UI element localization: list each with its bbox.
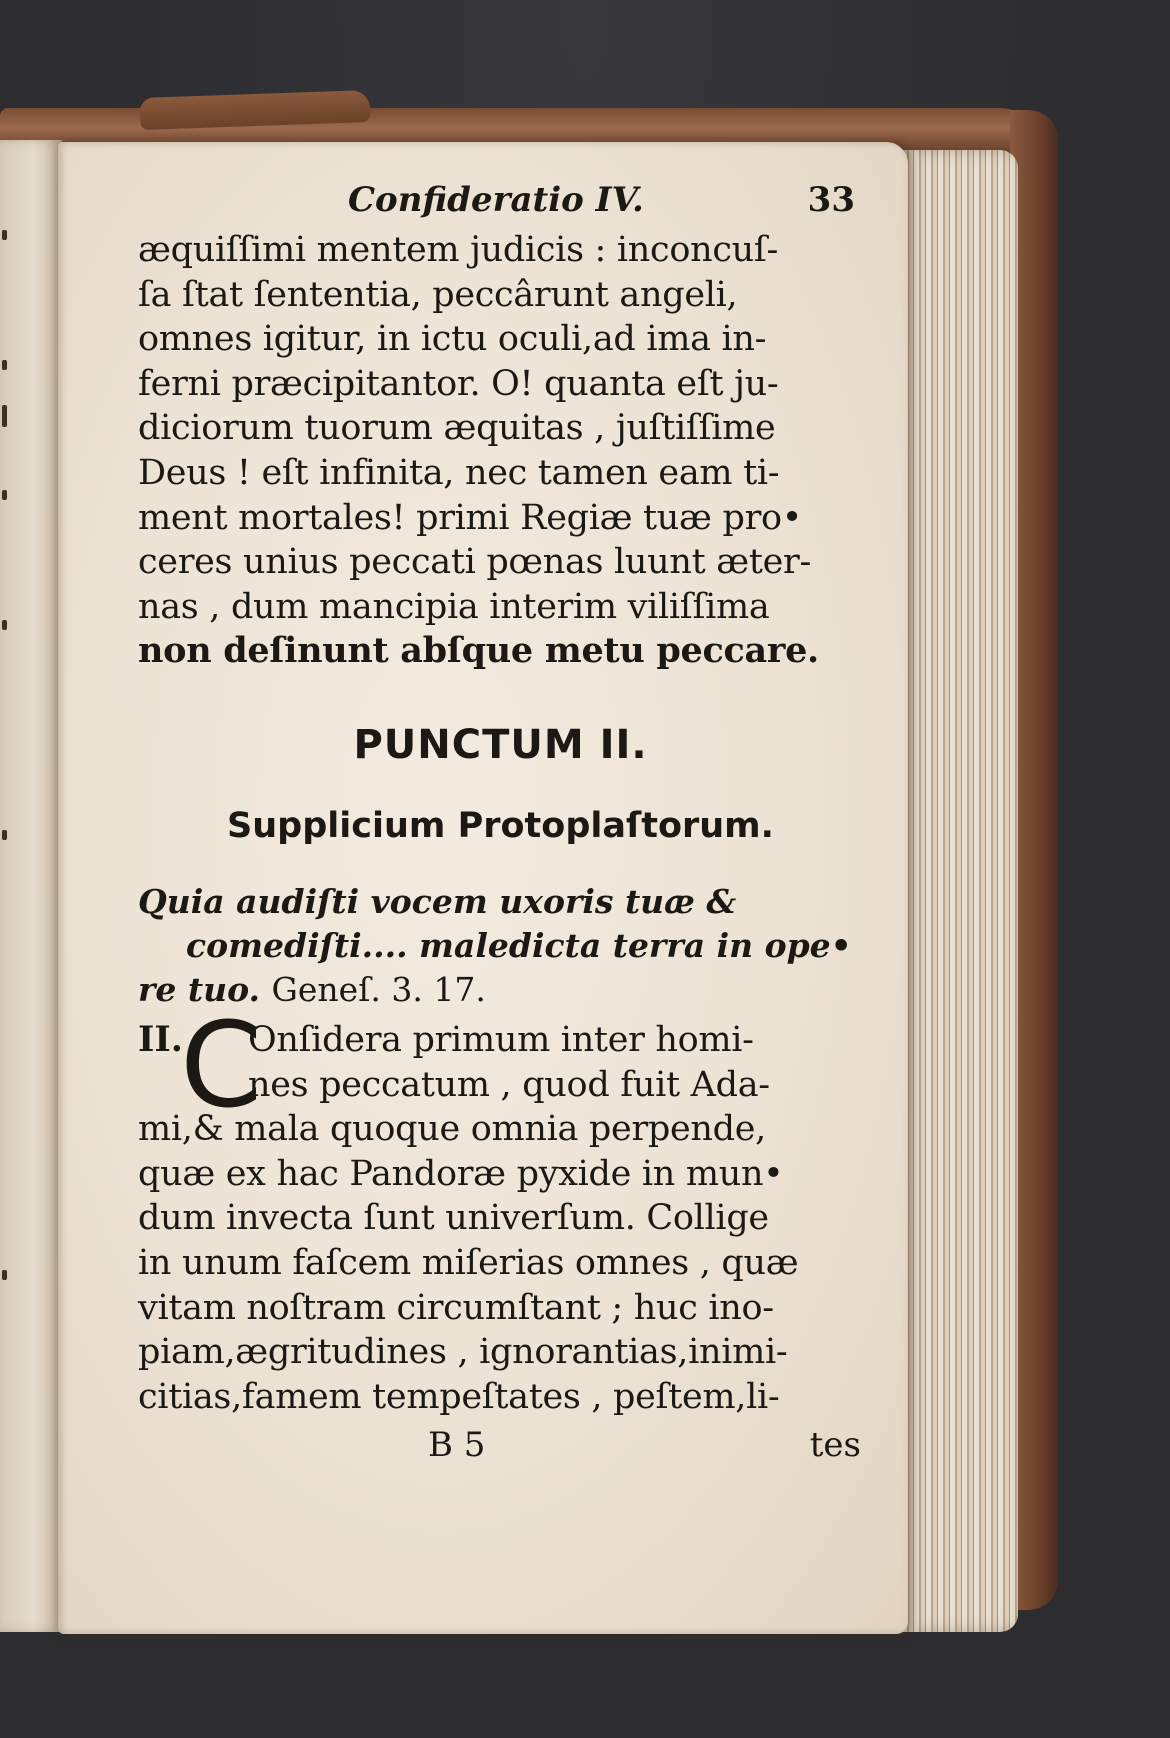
text-line: dum invecta ſunt univerſum. Collige (138, 1198, 769, 1239)
text-line: nas , dum mancipia interim viliſſima (138, 586, 770, 627)
ink-mark (2, 230, 7, 240)
text-line: quæ ex hac Pandoræ pyxide in mun• (138, 1153, 784, 1194)
left-facing-page (0, 140, 62, 1632)
paragraph (138, 995, 863, 1419)
page-edges-stack (890, 150, 1018, 1632)
text-line: Deus ! eſt infinita, nec tamen eam ti- (138, 452, 780, 493)
ink-mark (2, 620, 7, 630)
quote-line: Quia audiſti vocem uxoris tuæ & (138, 881, 737, 921)
text-line: omnes igitur, in ictu oculi,ad ima in- (138, 319, 767, 360)
quote-line: re tuo. (138, 969, 261, 1009)
section-subheading: Supplicium Protoplaſtorum. (227, 805, 774, 846)
section-heading: PUNCTUM II. (353, 721, 648, 768)
ink-mark (2, 405, 7, 427)
catchword: tes (809, 1425, 861, 1466)
text-line: piam,ægritudines , ignorantias,inimi- (138, 1332, 788, 1373)
text-line: ceres unius peccati pœnas luunt æter- (138, 542, 811, 583)
ink-mark (2, 1270, 7, 1280)
text-line: vitam noſtram circumſtant ; huc ino- (138, 1287, 774, 1328)
text-line: æquiſſimi mentem judicis : inconcuſ- (138, 230, 779, 270)
text-line: in unum faſcem miſerias omnes , quæ (138, 1242, 799, 1283)
signature-mark: B 5 (428, 1425, 486, 1466)
book-page (58, 142, 908, 1634)
text-line: ſa ſtat ſententia, peccârunt angeli, (138, 274, 738, 315)
drop-cap: C (180, 995, 263, 1134)
running-title: Confideratio IV. (348, 180, 644, 220)
text-line: ferni præcipitantor. O! quanta eſt ju- (138, 363, 779, 404)
opening-text-block (138, 228, 863, 674)
text-line: ment mortales! primi Regiæ tuæ pro• (138, 497, 803, 538)
page-number: 33 (807, 180, 855, 220)
ink-mark (2, 830, 7, 840)
text-line: diciorum tuorum æquitas , juſtiſſime (138, 408, 776, 449)
text-line: non deſinunt abſque metu peccare. (138, 630, 819, 672)
ink-mark (2, 360, 7, 370)
ink-mark (2, 490, 7, 500)
text-line: mi,& mala quoque omnia perpende, (138, 1109, 766, 1150)
quote-citation: Geneſ. 3. 17. (271, 969, 486, 1009)
page-text (138, 172, 863, 1469)
text-line: nes peccatum , quod fuit Ada- (248, 1064, 770, 1105)
page-footer (138, 1419, 863, 1469)
text-line: Onſidera primum inter homi- (248, 1019, 754, 1060)
scripture-quote (138, 880, 863, 1012)
paragraph-number: II. (138, 1018, 183, 1060)
text-line: citias,famem tempeſtates , peſtem,li- (138, 1376, 780, 1417)
page-header (138, 172, 863, 228)
quote-line: comediſti.... maledicta terra in ope• (186, 925, 852, 965)
